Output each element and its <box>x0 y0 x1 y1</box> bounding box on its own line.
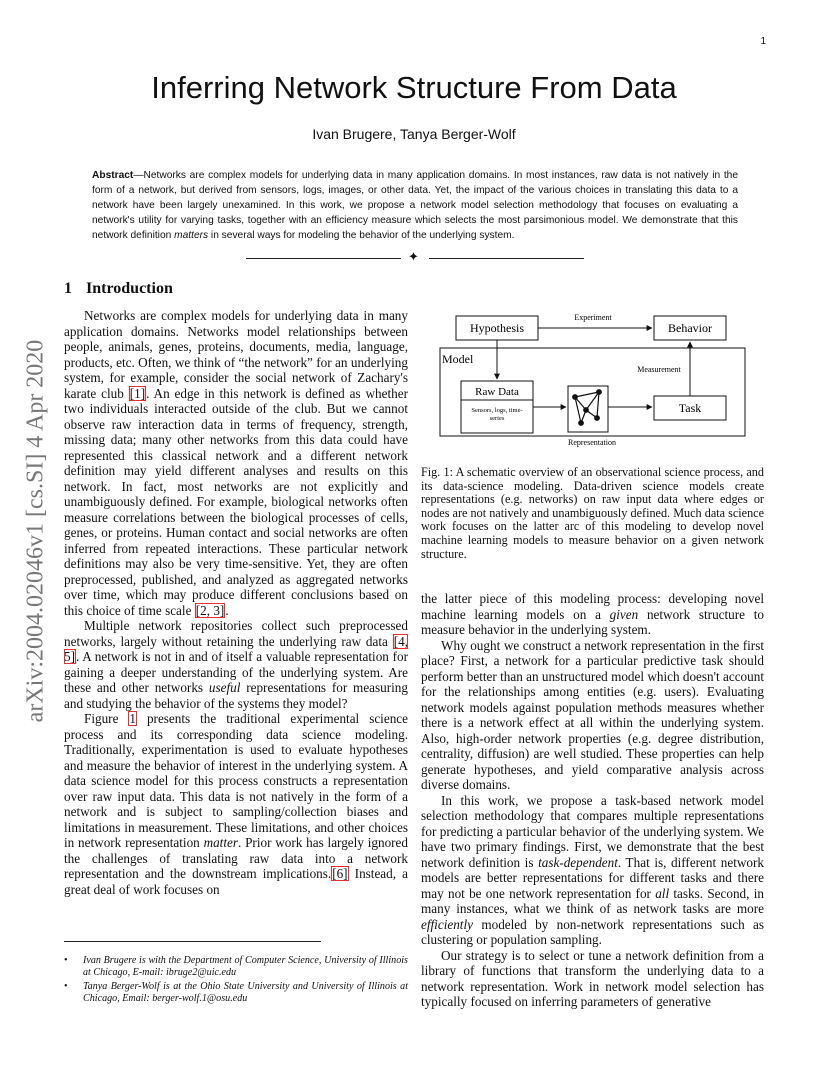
representation-label: Representation <box>568 438 616 447</box>
abstract-label: Abstract <box>92 170 134 181</box>
divider-rule-left <box>246 258 401 259</box>
raw-data-label: Raw Data <box>475 386 519 398</box>
paragraph: the latter piece of this modeling process: developing novel machine learning models on a given network structure to measure behavior in the underlying system. <box>421 591 765 637</box>
left-column <box>64 308 408 897</box>
process-diagram <box>423 306 765 454</box>
abstract: Abstract—Networks are complex models for underlying data in many application domains. In most instances, raw data is not natively in the form of a network, but derived from sensors, logs, images, or other data. Yet, the impact of the various choices in translating this data to a network have been largely unexamined. In this work, we propose a network model selection methodology that focuses on evaluating a network's utility for varying tasks, together with an efficiency measure which selects the most parsimonious model. We demonstrate that this network definition matters in several ways for modeling the behavior of the underlying system. <box>92 170 738 241</box>
figure-1 <box>423 306 765 454</box>
paper-title: Inferring Network Structure From Data <box>151 70 677 105</box>
paragraph: Our strategy is to select or tune a network definition from a library of functions that transform the underlying data to a network representation. Work in network model selection has typically focused on inferring parameters of generative <box>421 947 764 1009</box>
authors: Ivan Brugere, Tanya Berger-Wolf <box>312 126 516 142</box>
section-title: Introduction <box>86 280 173 297</box>
paragraph: Figure 1 presents the traditional experimental science process and its corresponding data science modeling. Traditionally, experimentation is used to evaluate hypotheses and measure the behavior of interest in the underlying system. A data science model for this process constructs a representation over raw input data. This data is not natively in the form of a network and is subject to sampling/collection biases and limitations in measurement. These limitations, and other choices in network representation matter. Prior work has largely ignored the challenges of translating raw data into a network representation and the downstream implications.[6] Instead, a great deal of work focuses on <box>64 711 409 897</box>
abstract-emphasis: matters <box>174 230 209 241</box>
sources-label-line1: Sensors, logs, time- <box>471 407 523 414</box>
citation-link[interactable]: [1] <box>129 385 146 401</box>
divider-rule-right <box>429 258 584 259</box>
footnote-item: • Tanya Berger-Wolf is at the Ohio State University and University of Illinois at Chicago, Email: berger-wolf.1@osu.edu <box>64 981 408 1005</box>
section-heading <box>64 280 173 298</box>
right-column <box>421 591 764 1010</box>
citation-link[interactable]: [2, 3] <box>195 602 225 618</box>
hypothesis-label: Hypothesis <box>470 321 524 335</box>
behavior-label: Behavior <box>668 321 712 335</box>
paragraph: In this work, we propose a task-based network model selection methodology that compares multiple representations for predicting a particular behavior of the underlying system. We have two primary findings. First, we demonstrate that the best network definition is task-dependent. That is, different network models are better representations for different tasks and there may not be one network representation for all tasks. Second, in many instances, what we think of as network tasks are more efficiently modeled by non-network representations such as clustering or population sampling. <box>421 792 764 947</box>
abstract-divider <box>246 252 584 266</box>
arxiv-stamp: arXiv:2004.02046v1 [cs.SI] 4 Apr 2020 <box>22 339 49 723</box>
experiment-label: Experiment <box>574 313 612 322</box>
footnote-item: • Ivan Brugere is with the Department of Computer Science, University of Illinois at Chicago, E-mail: ibruge2@uic.edu <box>64 955 408 979</box>
task-label: Task <box>678 401 702 415</box>
page-number: 1 <box>760 36 766 47</box>
section-number: 1 <box>64 280 72 297</box>
citation-link[interactable]: [4, 5] <box>64 633 408 664</box>
footnote-rule <box>64 941 321 942</box>
paragraph: Networks are complex models for underlying data in many application domains. Networks model relationships between people, animals, genes, proteins, documents, media, language, products, etc. Often, we think of “the network” for an underlying system, for example, consider the social network of Zachary's karate club [1]. An edge in this network is defined as whether two individuals interacted outside of the club. But we cannot observe raw interaction data in terms of frequency, strength, missing data; many other networks from this data could have represented this classical network and a different network definition may yield different analyses and results on this network. In fact, most networks are not explicitly and unambiguously defined. For example, biological networks often measure correlations between the biological processes of cells, genes, or proteins. Human contact and social networks are often inferred from repeated interactions. These particular network definitions may also be very time-sensitive. Yet, they are often preprocessed, published, and analyzed as aggregated networks over time, which may produce different conclusions based on this choice of time scale [2, 3]. <box>64 308 408 618</box>
citation-link[interactable]: [6] <box>332 866 348 881</box>
paragraph: Multiple network repositories collect such preprocessed networks, largely without retaining the underlying raw data [4, 5]. A network is not in and of itself a valuable representation for gaining a deeper understanding of the underlying system. Are these and other networks useful representations for measuring and studying the behavior of the systems they model? <box>64 618 408 711</box>
figure-reference-link[interactable]: 1 <box>129 711 136 726</box>
measurement-label: Measurement <box>637 365 681 374</box>
sources-label-line2: series <box>489 415 505 422</box>
footnotes <box>64 955 408 1007</box>
paragraph: Why ought we construct a network representation in the first place? First, a network for a particular predictive task should perform better than an unstructured model which doesn't account for the relationships among entities (e.g. users). Evaluating network models against population methods measures whether there is a network effect at all within the underlying system. Also, high-order network properties (e.g. degree distribution, centrality, diffusion) are well studied. These properties can help generate hypotheses, and yield comparative analysis across diverse domains. <box>421 637 764 792</box>
divider-star-icon: ✦ <box>408 250 419 265</box>
figure-caption: Fig. 1: A schematic overview of an observational science process, and its data-science modeling. Data-driven science models create representations (e.g. networks) on raw input data where edges or nodes are not natively and unambiguously defined. Much data science work focuses on the latter arc of this modeling to develop novel machine learning models to measure behavior on a given network structure. <box>421 465 764 561</box>
model-label: Model <box>442 352 474 366</box>
